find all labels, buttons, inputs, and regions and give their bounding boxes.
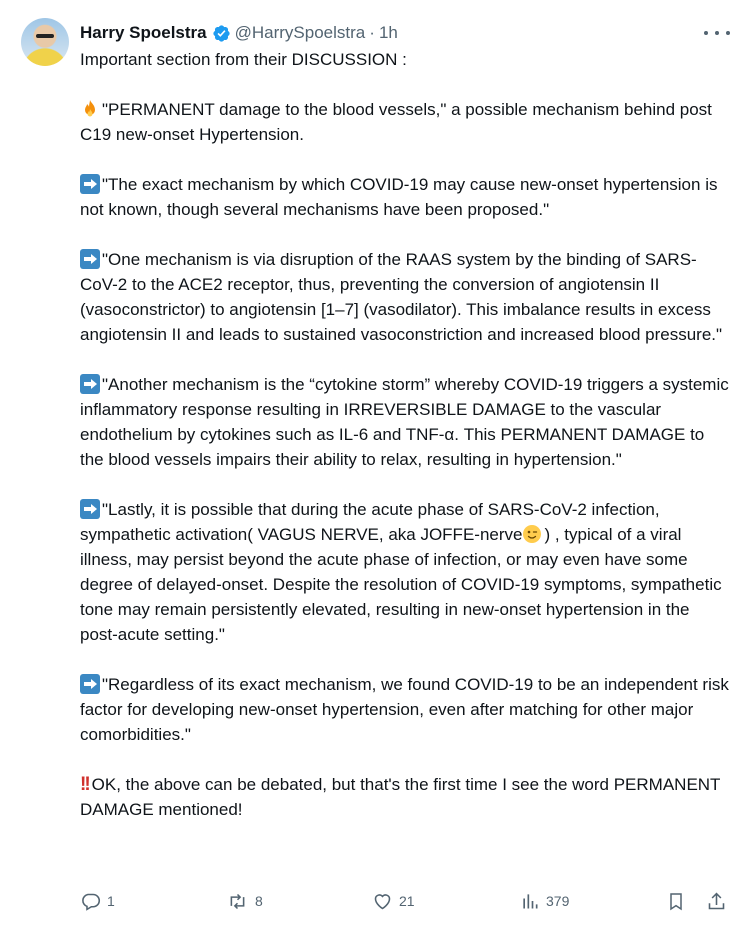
author-name[interactable]: Harry Spoelstra xyxy=(80,23,207,42)
avatar-glasses xyxy=(36,34,54,38)
paragraph-2 xyxy=(80,172,732,222)
right-arrow-icon xyxy=(80,674,100,694)
right-arrow-icon xyxy=(80,499,100,519)
paragraph-7-text: OK, the above can be debated, but that's the first time I see the word PERMANENT DAMAGE mentioned! xyxy=(80,775,721,819)
repost-button[interactable] xyxy=(226,888,263,914)
heart-icon xyxy=(372,891,393,912)
fire-icon xyxy=(80,99,100,119)
separator-dot: · xyxy=(369,23,375,42)
right-arrow-icon xyxy=(80,374,100,394)
more-options-icon[interactable] xyxy=(704,24,730,42)
paragraph-6-text: "Regardless of its exact mechanism, we found COVID-19 to be an independent risk factor for developing new-onset hypertension, even after matching for other major comorbidities." xyxy=(80,675,729,744)
paragraph-1-text: "PERMANENT damage to the blood vessels," a possible mechanism behind post C19 new-onset Hypertension. xyxy=(80,100,712,144)
reply-icon xyxy=(80,891,101,912)
right-arrow-icon xyxy=(80,249,100,269)
right-arrow-icon xyxy=(80,174,100,194)
avatar[interactable] xyxy=(21,18,69,66)
paragraph-5 xyxy=(80,497,732,647)
paragraph-5-text-b: ) , typical of a viral illness, may persist beyond the acute phase of infection, or may even have some degree of delayed-onset. Despite the resolution of COVID-19 symptoms, sympathetic tone may remain persistently elevated, resulting in new-onset hypertension in the post-acute setting." xyxy=(80,525,722,644)
paragraph-7 xyxy=(80,772,732,822)
like-count: 21 xyxy=(399,893,415,909)
winking-face-icon xyxy=(522,524,542,544)
paragraph-3 xyxy=(80,247,732,347)
bookmark-icon xyxy=(666,891,686,912)
double-exclamation-icon: !! xyxy=(80,774,89,795)
repost-count: 8 xyxy=(255,893,263,909)
reply-button[interactable] xyxy=(80,888,115,914)
reply-count: 1 xyxy=(107,893,115,909)
views-count: 379 xyxy=(546,893,570,909)
views-icon xyxy=(520,891,540,911)
like-button[interactable] xyxy=(372,888,415,914)
tweet-header xyxy=(80,22,398,44)
verified-badge-icon xyxy=(212,24,231,43)
paragraph-5-text-a: "Lastly, it is possible that during the acute phase of SARS-CoV-2 infection, sympathetic activation( VAGUS NERVE, aka JOFFE-nerve xyxy=(80,500,660,544)
paragraph-4-text: "Another mechanism is the “cytokine storm” whereby COVID-19 triggers a systemic inflammatory response resulting in IRREVERSIBLE DAMAGE to the vascular endothelium by cytokines such as IL-6 and TNF-α. This PERMANENT DAMAGE to the blood vessels impairs their ability to relax, resulting in hypertension." xyxy=(80,375,729,469)
action-bar xyxy=(80,888,732,914)
share-icon xyxy=(706,891,727,912)
paragraph-1 xyxy=(80,97,732,147)
author-handle[interactable]: @HarrySpoelstra xyxy=(234,23,366,42)
intro-line: Important section from their DISCUSSION : xyxy=(80,50,407,69)
paragraph-6 xyxy=(80,672,732,747)
paragraph-2-text: "The exact mechanism by which COVID-19 may cause new-onset hypertension is not known, though several mechanisms have been proposed." xyxy=(80,175,718,219)
share-button[interactable] xyxy=(706,888,727,914)
timestamp[interactable]: 1h xyxy=(378,23,398,42)
paragraph-3-text: "One mechanism is via disruption of the RAAS system by the binding of SARS-CoV-2 to the ACE2 receptor, thus, preventing the conversion of angiotensin II (vasoconstrictor) to angiotensin [1–7] (vasodilator). This imbalance results in excess angiotensin II and leads to sustained vasoconstriction and increased blood pressure." xyxy=(80,250,723,344)
views-button[interactable] xyxy=(520,888,569,914)
paragraph-4 xyxy=(80,372,732,472)
repost-icon xyxy=(226,891,249,912)
tweet-text xyxy=(80,47,732,847)
bookmark-button[interactable] xyxy=(666,888,686,914)
